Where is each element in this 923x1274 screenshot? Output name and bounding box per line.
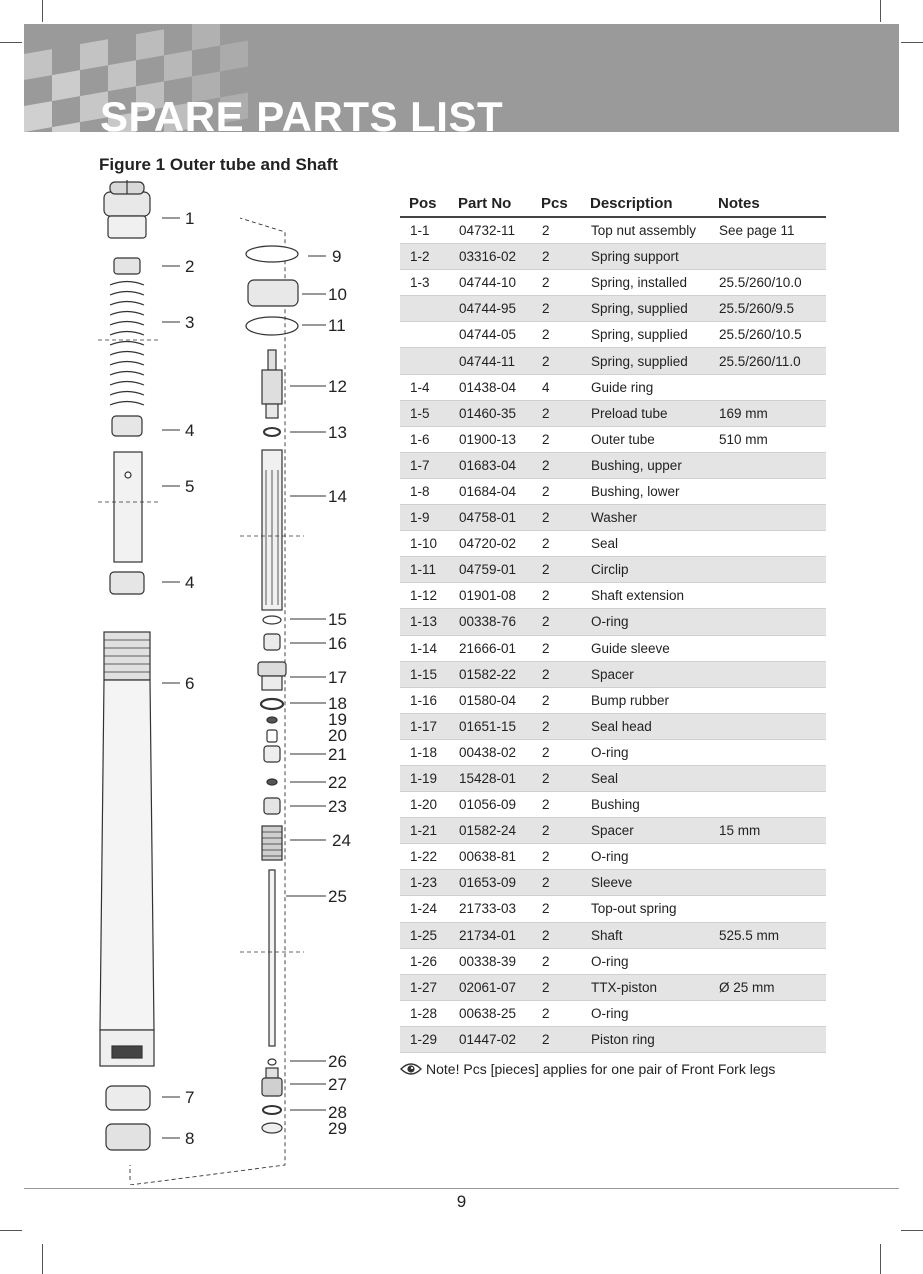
table-header-row	[400, 191, 826, 217]
cell-pos: 1-9	[400, 505, 449, 531]
part-preload-tube	[98, 452, 158, 562]
cell-description: Preload tube	[581, 400, 709, 426]
cell-pcs: 2	[532, 739, 581, 765]
cell-description: Guide sleeve	[581, 635, 709, 661]
callout-28: 28	[328, 1103, 347, 1122]
cell-description: O-ring	[581, 844, 709, 870]
cell-pos: 1-21	[400, 818, 449, 844]
note-text: Note! Pcs [pieces] applies for one pair of Front Fork legs	[426, 1061, 776, 1077]
part-spacer-21	[264, 746, 280, 762]
table-row	[400, 896, 826, 922]
callout-4: 4	[185, 421, 195, 440]
callout-10: 10	[328, 285, 347, 304]
cell-pos: 1-10	[400, 531, 449, 557]
cell-notes: 525.5 mm	[709, 922, 826, 948]
part-top-out-spring	[262, 826, 282, 860]
cell-pcs: 2	[532, 765, 581, 791]
cell-notes	[709, 948, 826, 974]
cell-description: O-ring	[581, 609, 709, 635]
cell-pos: 1-18	[400, 739, 449, 765]
callout-21: 21	[328, 745, 347, 764]
callout-8: 8	[185, 1129, 195, 1148]
fork-exploded-diagram	[90, 180, 380, 1185]
part-guide-sleeve	[240, 450, 304, 610]
callout-23: 23	[328, 797, 347, 816]
cell-part-no: 04720-02	[449, 531, 532, 557]
part-spring	[98, 282, 158, 406]
cell-pos	[400, 296, 449, 322]
cell-part-no: 21733-03	[449, 896, 532, 922]
part-o-ring-26	[268, 1059, 276, 1065]
footer-divider	[24, 1188, 899, 1189]
cell-pcs: 2	[532, 505, 581, 531]
table-row	[400, 948, 826, 974]
table-row	[400, 583, 826, 609]
cell-part-no: 21734-01	[449, 922, 532, 948]
cell-pos: 1-17	[400, 713, 449, 739]
table-row	[400, 296, 826, 322]
callout-18: 18	[328, 694, 347, 713]
cell-pos: 1-4	[400, 374, 449, 400]
cell-part-no: 04744-10	[449, 270, 532, 296]
cell-description: Seal	[581, 765, 709, 791]
cell-notes: 25.5/260/11.0	[709, 348, 826, 374]
cell-part-no: 04732-11	[449, 217, 532, 244]
cell-part-no: 01580-04	[449, 687, 532, 713]
cell-part-no: 01582-22	[449, 661, 532, 687]
column-header-notes: Notes	[709, 191, 826, 217]
table-row	[400, 244, 826, 270]
cell-part-no: 00638-81	[449, 844, 532, 870]
cell-notes	[709, 374, 826, 400]
cell-pcs: 4	[532, 374, 581, 400]
cell-pos: 1-8	[400, 478, 449, 504]
table-row	[400, 844, 826, 870]
cell-description: Outer tube	[581, 426, 709, 452]
cell-pcs: 2	[532, 478, 581, 504]
cell-pos: 1-11	[400, 557, 449, 583]
callout-13: 13	[328, 423, 347, 442]
table-row	[400, 713, 826, 739]
cell-notes	[709, 713, 826, 739]
part-guide-ring-2	[110, 572, 144, 594]
column-header-pcs: Pcs	[532, 191, 581, 217]
cell-notes: 15 mm	[709, 818, 826, 844]
cell-description: O-ring	[581, 948, 709, 974]
cell-pos: 1-14	[400, 635, 449, 661]
cell-description: Spacer	[581, 818, 709, 844]
cell-part-no: 02061-07	[449, 974, 532, 1000]
cell-description: Piston ring	[581, 1026, 709, 1052]
cell-pcs: 2	[532, 948, 581, 974]
part-o-ring-18	[261, 699, 283, 709]
callout-29: 29	[328, 1119, 347, 1138]
column-header-description: Description	[581, 191, 709, 217]
cell-pcs: 2	[532, 870, 581, 896]
cell-notes	[709, 896, 826, 922]
cell-pcs: 2	[532, 322, 581, 348]
part-piston-ring	[262, 1123, 282, 1133]
cell-description: Shaft	[581, 922, 709, 948]
crop-mark	[42, 0, 43, 22]
crop-mark	[880, 0, 881, 22]
callout-22: 22	[328, 773, 347, 792]
cell-part-no: 01901-08	[449, 583, 532, 609]
cell-pos: 1-1	[400, 217, 449, 244]
cell-pcs: 2	[532, 583, 581, 609]
part-sleeve	[264, 798, 280, 814]
cell-notes: 169 mm	[709, 400, 826, 426]
table-row	[400, 635, 826, 661]
part-o-ring-13	[264, 428, 280, 436]
cell-notes	[709, 505, 826, 531]
cell-pcs: 2	[532, 557, 581, 583]
table-row	[400, 374, 826, 400]
cell-part-no: 01438-04	[449, 374, 532, 400]
cell-part-no: 00638-25	[449, 1000, 532, 1026]
cell-notes: See page 11	[709, 217, 826, 244]
table-row	[400, 818, 826, 844]
callout-3: 3	[185, 313, 195, 332]
cell-description: TTX-piston	[581, 974, 709, 1000]
cell-pos: 1-15	[400, 661, 449, 687]
cell-description: Seal	[581, 531, 709, 557]
cell-description: Spring, supplied	[581, 296, 709, 322]
callout-4b: 4	[185, 573, 195, 592]
cell-pos: 1-23	[400, 870, 449, 896]
cell-pos: 1-24	[400, 896, 449, 922]
cell-pos: 1-13	[400, 609, 449, 635]
cell-notes	[709, 452, 826, 478]
cell-pos	[400, 322, 449, 348]
header-banner	[24, 24, 899, 132]
cell-part-no: 04744-95	[449, 296, 532, 322]
cell-pos: 1-3	[400, 270, 449, 296]
column-header-pos: Pos	[400, 191, 449, 217]
cell-part-no: 21666-01	[449, 635, 532, 661]
cell-pcs: 2	[532, 687, 581, 713]
callout-2: 2	[185, 257, 195, 276]
table-row	[400, 1026, 826, 1052]
table-row	[400, 505, 826, 531]
cell-part-no: 00438-02	[449, 739, 532, 765]
part-circlip	[246, 317, 298, 335]
part-bushing-lower	[106, 1124, 150, 1150]
cell-pcs: 2	[532, 348, 581, 374]
cell-notes	[709, 635, 826, 661]
table-row	[400, 217, 826, 244]
part-washer	[246, 246, 298, 262]
cell-description: Bushing, lower	[581, 478, 709, 504]
cell-pos: 1-20	[400, 792, 449, 818]
cell-pcs: 2	[532, 922, 581, 948]
cell-pcs: 2	[532, 661, 581, 687]
cell-part-no: 03316-02	[449, 244, 532, 270]
crop-mark	[901, 42, 923, 43]
cell-pos: 1-25	[400, 922, 449, 948]
table-row	[400, 922, 826, 948]
spare-parts-table	[400, 191, 826, 1053]
table-row	[400, 609, 826, 635]
cell-notes: Ø 25 mm	[709, 974, 826, 1000]
part-shaft-extension	[262, 350, 282, 418]
table-row	[400, 765, 826, 791]
column-header-part-no: Part No	[449, 191, 532, 217]
cell-pos: 1-16	[400, 687, 449, 713]
callout-27: 27	[328, 1075, 347, 1094]
cell-description: Spring, installed	[581, 270, 709, 296]
cell-part-no: 01683-04	[449, 452, 532, 478]
cell-notes	[709, 1026, 826, 1052]
cell-notes	[709, 244, 826, 270]
cell-notes	[709, 661, 826, 687]
callout-26: 26	[328, 1052, 347, 1071]
cell-description: Spacer	[581, 661, 709, 687]
cell-pcs: 2	[532, 1000, 581, 1026]
cell-pos: 1-26	[400, 948, 449, 974]
callout-24: 24	[332, 831, 351, 850]
cell-part-no: 01900-13	[449, 426, 532, 452]
cell-part-no: 01447-02	[449, 1026, 532, 1052]
cell-pos: 1-22	[400, 844, 449, 870]
cell-description: Spring, supplied	[581, 348, 709, 374]
callout-9: 9	[332, 247, 342, 266]
callout-1: 1	[185, 209, 195, 228]
cell-description: Seal head	[581, 713, 709, 739]
callout-16: 16	[328, 634, 347, 653]
cell-pcs: 2	[532, 426, 581, 452]
cell-notes	[709, 1000, 826, 1026]
figure-title: Figure 1 Outer tube and Shaft	[99, 155, 338, 174]
callout-19: 19	[328, 710, 347, 729]
callout-17: 17	[328, 668, 347, 687]
cell-pcs: 2	[532, 635, 581, 661]
table-row	[400, 478, 826, 504]
cell-pcs: 2	[532, 452, 581, 478]
page-number: 9	[456, 1192, 467, 1211]
cell-part-no: 04744-05	[449, 322, 532, 348]
crop-mark	[880, 1244, 881, 1274]
cell-pos: 1-12	[400, 583, 449, 609]
cell-pcs: 2	[532, 244, 581, 270]
cell-pcs: 2	[532, 713, 581, 739]
part-seal	[248, 280, 298, 306]
callout-12: 12	[328, 377, 347, 396]
table-row	[400, 557, 826, 583]
cell-notes	[709, 531, 826, 557]
cell-pos: 1-28	[400, 1000, 449, 1026]
callout-7: 7	[185, 1088, 195, 1107]
cell-notes	[709, 557, 826, 583]
cell-notes: 25.5/260/10.0	[709, 270, 826, 296]
crop-mark	[42, 1244, 43, 1274]
callout-25: 25	[328, 887, 347, 906]
cell-pcs: 2	[532, 609, 581, 635]
table-row	[400, 348, 826, 374]
part-o-ring-22	[267, 779, 277, 785]
cell-pcs: 2	[532, 896, 581, 922]
part-spring-support	[114, 258, 140, 274]
part-guide-ring	[112, 416, 142, 436]
part-seal-head	[258, 662, 286, 690]
cell-part-no: 01684-04	[449, 478, 532, 504]
part-o-ring-28	[263, 1106, 281, 1114]
cell-description: Bushing, upper	[581, 452, 709, 478]
cell-part-no: 04759-01	[449, 557, 532, 583]
cell-part-no: 01651-15	[449, 713, 532, 739]
cell-notes	[709, 583, 826, 609]
cell-pcs: 2	[532, 792, 581, 818]
part-top-nut	[104, 180, 150, 238]
cell-notes	[709, 870, 826, 896]
cell-notes	[709, 792, 826, 818]
cell-description: Sleeve	[581, 870, 709, 896]
cell-pcs: 2	[532, 400, 581, 426]
callout-15: 15	[328, 610, 347, 629]
cell-description: Circlip	[581, 557, 709, 583]
part-spacer-15	[263, 616, 281, 624]
table-row	[400, 400, 826, 426]
callout-20: 20	[328, 726, 347, 745]
cell-pcs: 2	[532, 531, 581, 557]
part-seal-19	[267, 717, 277, 723]
cell-pcs: 2	[532, 217, 581, 244]
note	[400, 1061, 775, 1077]
cell-notes	[709, 687, 826, 713]
table-row	[400, 426, 826, 452]
cell-notes: 25.5/260/9.5	[709, 296, 826, 322]
cell-pos: 1-7	[400, 452, 449, 478]
cell-pos: 1-6	[400, 426, 449, 452]
cell-pcs: 2	[532, 818, 581, 844]
cell-part-no: 00338-76	[449, 609, 532, 635]
cell-part-no: 01582-24	[449, 818, 532, 844]
cell-notes: 25.5/260/10.5	[709, 322, 826, 348]
crop-mark	[0, 1230, 22, 1231]
cell-pos	[400, 348, 449, 374]
cell-part-no: 01460-35	[449, 400, 532, 426]
cell-part-no: 01653-09	[449, 870, 532, 896]
cell-description: Top-out spring	[581, 896, 709, 922]
page-title: SPARE PARTS LIST	[100, 93, 504, 132]
part-ttx-piston	[262, 1068, 282, 1096]
cell-part-no: 00338-39	[449, 948, 532, 974]
callout-6: 6	[185, 674, 195, 693]
cell-pos: 1-29	[400, 1026, 449, 1052]
cell-pcs: 2	[532, 270, 581, 296]
part-bushing-20	[267, 730, 277, 742]
table-row	[400, 1000, 826, 1026]
cell-notes	[709, 765, 826, 791]
cell-description: O-ring	[581, 1000, 709, 1026]
cell-pcs: 2	[532, 844, 581, 870]
cell-part-no: 15428-01	[449, 765, 532, 791]
cell-notes	[709, 609, 826, 635]
cell-notes	[709, 844, 826, 870]
callout-5: 5	[185, 477, 195, 496]
cell-description: Shaft extension	[581, 583, 709, 609]
cell-description: Top nut assembly	[581, 217, 709, 244]
table-row	[400, 452, 826, 478]
cell-pos: 1-19	[400, 765, 449, 791]
cell-description: O-ring	[581, 739, 709, 765]
cell-pcs: 2	[532, 974, 581, 1000]
cell-pos: 1-27	[400, 974, 449, 1000]
part-outer-tube	[100, 632, 154, 1066]
cell-pos: 1-5	[400, 400, 449, 426]
cell-description: Washer	[581, 505, 709, 531]
table-row	[400, 661, 826, 687]
cell-description: Bump rubber	[581, 687, 709, 713]
table-row	[400, 739, 826, 765]
cell-part-no: 04744-11	[449, 348, 532, 374]
cell-description: Spring, supplied	[581, 322, 709, 348]
part-bushing-upper	[106, 1086, 150, 1110]
cell-description: Bushing	[581, 792, 709, 818]
table-row	[400, 792, 826, 818]
eye-icon	[400, 1062, 422, 1076]
table-row	[400, 322, 826, 348]
cell-notes: 510 mm	[709, 426, 826, 452]
cell-notes	[709, 478, 826, 504]
cell-notes	[709, 739, 826, 765]
table-row	[400, 870, 826, 896]
table-row	[400, 270, 826, 296]
cell-pcs: 2	[532, 1026, 581, 1052]
cell-pcs: 2	[532, 296, 581, 322]
callout-11: 11	[328, 316, 346, 335]
cell-description: Guide ring	[581, 374, 709, 400]
table-row	[400, 974, 826, 1000]
cell-part-no: 04758-01	[449, 505, 532, 531]
crop-mark	[0, 42, 22, 43]
callout-14: 14	[328, 487, 347, 506]
cell-part-no: 01056-09	[449, 792, 532, 818]
cell-pos: 1-2	[400, 244, 449, 270]
crop-mark	[901, 1230, 923, 1231]
table-row	[400, 531, 826, 557]
cell-description: Spring support	[581, 244, 709, 270]
part-bump-rubber	[264, 634, 280, 650]
table-row	[400, 687, 826, 713]
